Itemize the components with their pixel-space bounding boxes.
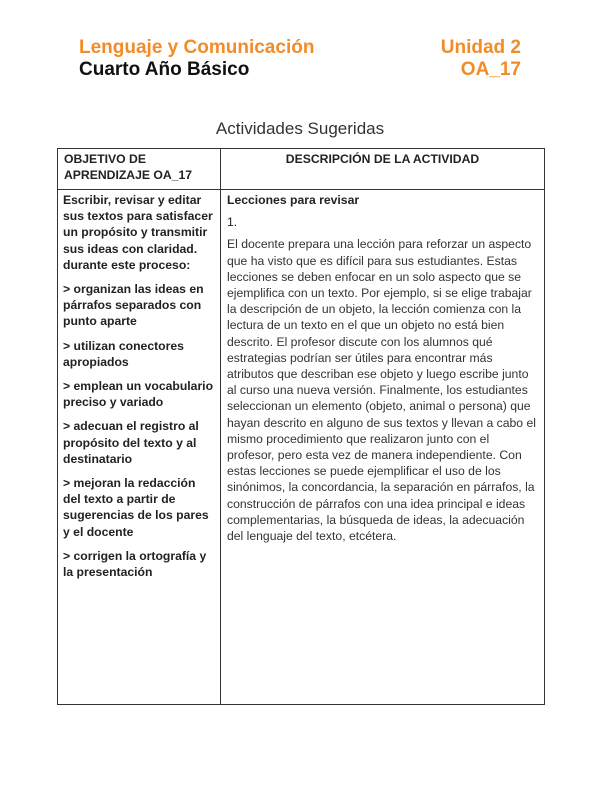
- objective-cell: [58, 190, 221, 705]
- activity-description: El docente prepara una lección para reforzar un aspecto que ha visto que es difícil para sus estudiantes. Estas lecciones se deben enfocar en un solo aspecto que se ejemplifica con un texto. Por ejemplo, si se elige trabajar la descripción de un objeto, la lección comienza con la lectura de un texto en el que un objeto no está bien descrito. El profesor discute con los alumnos qué estrategias podrían ser útiles para encontrar más atributos que describan ese objeto y luego escribe junto al curso una nueva versión. Finalmente, los estudiantes seleccionan un elemento (objeto, animal o persona) que hayan descrito en alguno de sus textos y llevan a cabo el mismo procedimiento que realizaron junto con el profesor, pero esta vez de manera independiente. Con estas lecciones se puede ejemplificar el uso de los sinónimos, la concordancia, la separación en párrafos, la construcción de párrafos con una idea principal e ideas complementarias, la búsqueda de ideas, la adecuación del lenguaje del texto, etcétera.: [227, 237, 536, 544]
- header-left: [79, 37, 314, 81]
- grade-title: Cuarto Año Básico: [79, 59, 250, 80]
- activity-table: [57, 148, 545, 705]
- description-column-header: DESCRIPCIÓN DE LA ACTIVIDAD: [221, 149, 545, 190]
- objective-item: > adecuan el registro al propósito del texto y al destinatario: [63, 419, 199, 466]
- objective-intro: Escribir, revisar y editar sus textos para satisfacer un propósito y transmitir sus ideas con claridad. durante este proceso:: [63, 193, 213, 272]
- subject-title: Lenguaje y Comunicación: [79, 37, 315, 58]
- oa-code-label: OA_17: [460, 59, 521, 80]
- unit-label: Unidad 2: [440, 37, 521, 58]
- activity-number: 1.: [227, 215, 238, 230]
- objective-item: > utilizan conectores apropiados: [63, 338, 184, 369]
- objective-item: > mejoran la redacción del texto a partir de sugerencias de los pares y el docente: [63, 476, 209, 539]
- objective-item: > emplean un vocabulario preciso y variado: [63, 379, 214, 410]
- objective-column-header: OBJETIVO DE APRENDIZAJE OA_17: [58, 149, 221, 190]
- header-right: [441, 37, 521, 81]
- objective-item: > corrigen la ortografía y la presentación: [63, 548, 207, 580]
- section-title: Actividades Sugeridas: [215, 119, 385, 138]
- activity-cell: [221, 190, 545, 705]
- activity-title: Lecciones para revisar: [227, 193, 360, 207]
- table-header-row: [58, 149, 545, 190]
- table-body-row: [58, 190, 545, 705]
- objective-item: > organizan las ideas en párrafos separados con punto aparte: [63, 282, 204, 329]
